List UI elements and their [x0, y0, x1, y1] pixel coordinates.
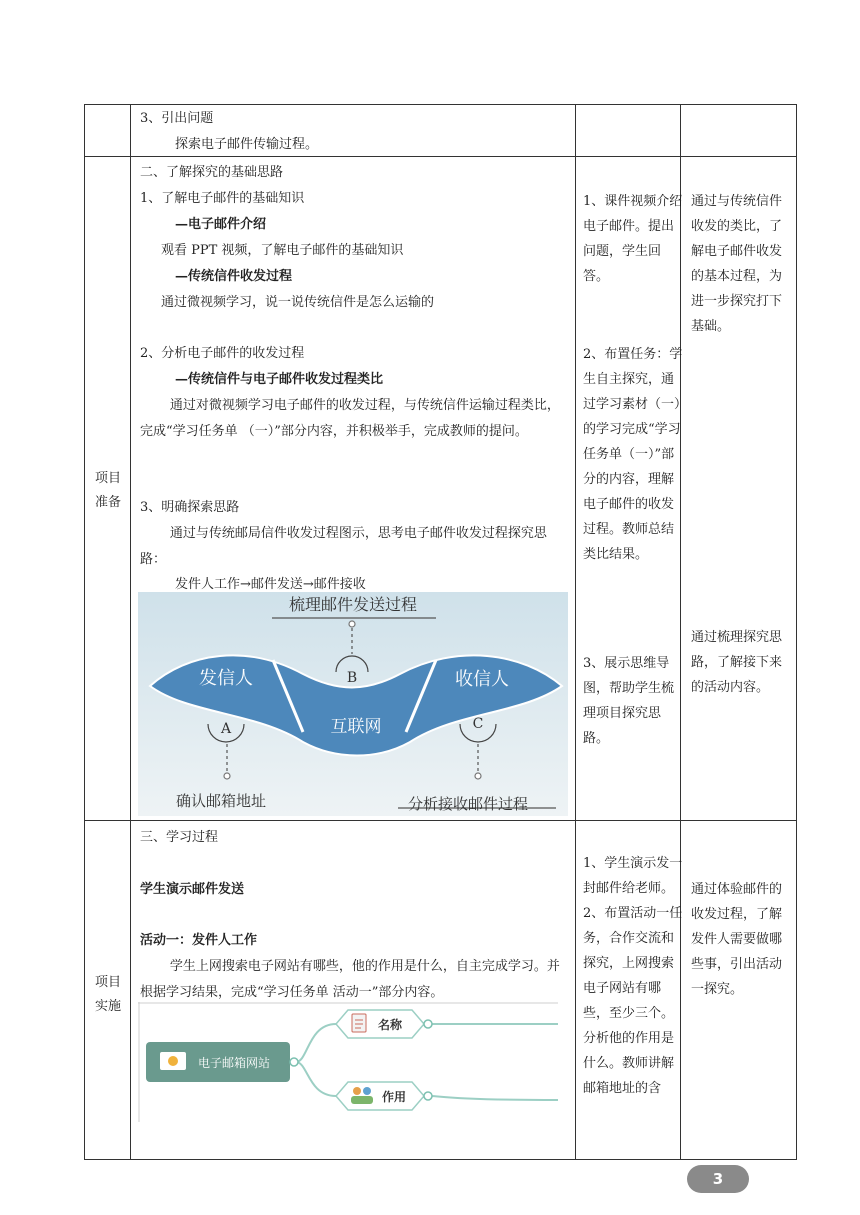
row-head-impl — [85, 971, 131, 1019]
diagram-title: 梳理邮件发送过程 — [288, 595, 418, 614]
marker-b: B — [346, 670, 358, 686]
prep-teacher-activity-3: 3、展示思维导图，帮助学生梳理项目探究思路。 — [583, 656, 675, 746]
prep-s2-para: 通过对微视频学习电子邮件的收发过程，与传统信件运输过程类比，完成“学习任务单 （一）”部分内容，并积极举手，完成教师的提问。 — [140, 398, 560, 439]
prep-s1-sub2: —传统信件收发过程 — [175, 269, 293, 284]
mail-process-svg — [138, 592, 568, 816]
prep-s1-sub1: —电子邮件介绍 — [175, 217, 267, 232]
impl-demo: 学生演示邮件发送 — [140, 882, 245, 897]
impl-title: 三、学习过程 — [140, 830, 219, 845]
row-divider — [85, 156, 796, 157]
label-sender: 发信人 — [199, 668, 253, 689]
prep-title: 二、了解探究的基础思路 — [140, 165, 284, 180]
impl-activity-title: 活动一：发件人工作 — [140, 933, 258, 948]
row-head-prep-line2: 准备 — [94, 495, 121, 510]
marker-a: A — [220, 721, 232, 737]
prep-s1-text1: 观看 PPT 视频，了解电子邮件的基础知识 — [161, 243, 404, 258]
branch-function-box — [336, 1082, 424, 1110]
row-head-impl-line2: 实施 — [94, 999, 121, 1014]
marker-c: C — [472, 716, 484, 732]
prep-s2-sub: —传统信件与电子邮件收发过程类比 — [175, 372, 384, 387]
prep-s3-title: 3、明确探索思路 — [140, 500, 240, 515]
presentation-icon-chart — [168, 1056, 178, 1066]
bottom-left-label: 确认邮箱地址 — [176, 792, 267, 810]
connector-dot-a — [224, 773, 230, 779]
column-divider — [575, 105, 576, 1159]
row-head-prep — [85, 467, 131, 515]
mindmap-svg — [138, 1002, 558, 1122]
page-number-badge: 3 — [687, 1165, 749, 1193]
connector-dot-c — [475, 773, 481, 779]
prep-design-intent-2: 通过梳理探究思路，了解接下来的活动内容。 — [691, 630, 783, 695]
branch-function-dot — [424, 1092, 432, 1100]
row-head-prep-line1: 项目 — [94, 471, 121, 486]
people-icon-body — [351, 1096, 373, 1104]
intro-line1: 3、引出问题 — [140, 111, 214, 126]
people-icon-head — [353, 1087, 361, 1095]
bottom-right-label: 分析接收邮件过程 — [408, 795, 529, 813]
prep-s1-title: 1、了解电子邮件的基础知识 — [140, 191, 305, 206]
mindmap-figure — [138, 1002, 558, 1122]
impl-para: 学生上网搜索电子网站有哪些，他的作用是什么，自主完成学习。并根据学习结果，完成“学习任务单 活动一”部分内容。 — [140, 959, 560, 1000]
mail-process-diagram — [138, 592, 568, 816]
impl-design-intent: 通过体验邮件的收发过程，了解发件人需要做哪些事，引出活动一探究。 — [691, 882, 783, 997]
label-internet: 互联网 — [330, 717, 382, 737]
prep-s1-text2: 通过微视频学习，说一说传统信件是怎么运输的 — [161, 295, 435, 310]
prep-teacher-activity-2: 2、布置任务：学生自主探究，通过学习素材（一）的学习完成“学习任务单（一）”部分的内容，理解电子邮件的收发过程。教师总结类比结果。 — [583, 347, 683, 562]
prep-s3-flow: 发件人工作→邮件发送→邮件接收 — [175, 577, 366, 592]
connector-dot-b — [349, 621, 355, 627]
root-node-dot — [290, 1058, 298, 1066]
people-icon-head — [363, 1087, 371, 1095]
row-divider — [85, 820, 796, 821]
prep-design-intent-1: 通过与传统信件收发的类比，了解电子邮件收发的基本过程，为进一步探究打下基础。 — [691, 194, 783, 334]
impl-teacher-activity: 1、学生演示发一封邮件给老师。2、布置活动一任务，合作交流和探究，上网搜索电子网站有哪些，至少三个。分析他的作用是什么。教师讲解邮箱地址的含 — [583, 856, 683, 1096]
mindmap-root-label: 电子邮箱网站 — [198, 1056, 271, 1070]
row-head-impl-line1: 项目 — [94, 975, 121, 990]
intro-line2: 探索电子邮件传输过程。 — [175, 137, 319, 152]
prep-s2-title: 2、分析电子邮件的收发过程 — [140, 346, 305, 361]
label-receiver: 收信人 — [455, 669, 509, 690]
document-icon — [352, 1014, 366, 1032]
branch-function-label: 作用 — [382, 1090, 407, 1104]
prep-s3-para: 通过与传统邮局信件收发过程图示，思考电子邮件收发过程探究思路： — [140, 526, 547, 567]
branch-name-label: 名称 — [378, 1018, 403, 1032]
branch-name-dot — [424, 1020, 432, 1028]
prep-teacher-activity-1: 1、课件视频介绍电子邮件。提出问题，学生回答。 — [583, 194, 683, 284]
